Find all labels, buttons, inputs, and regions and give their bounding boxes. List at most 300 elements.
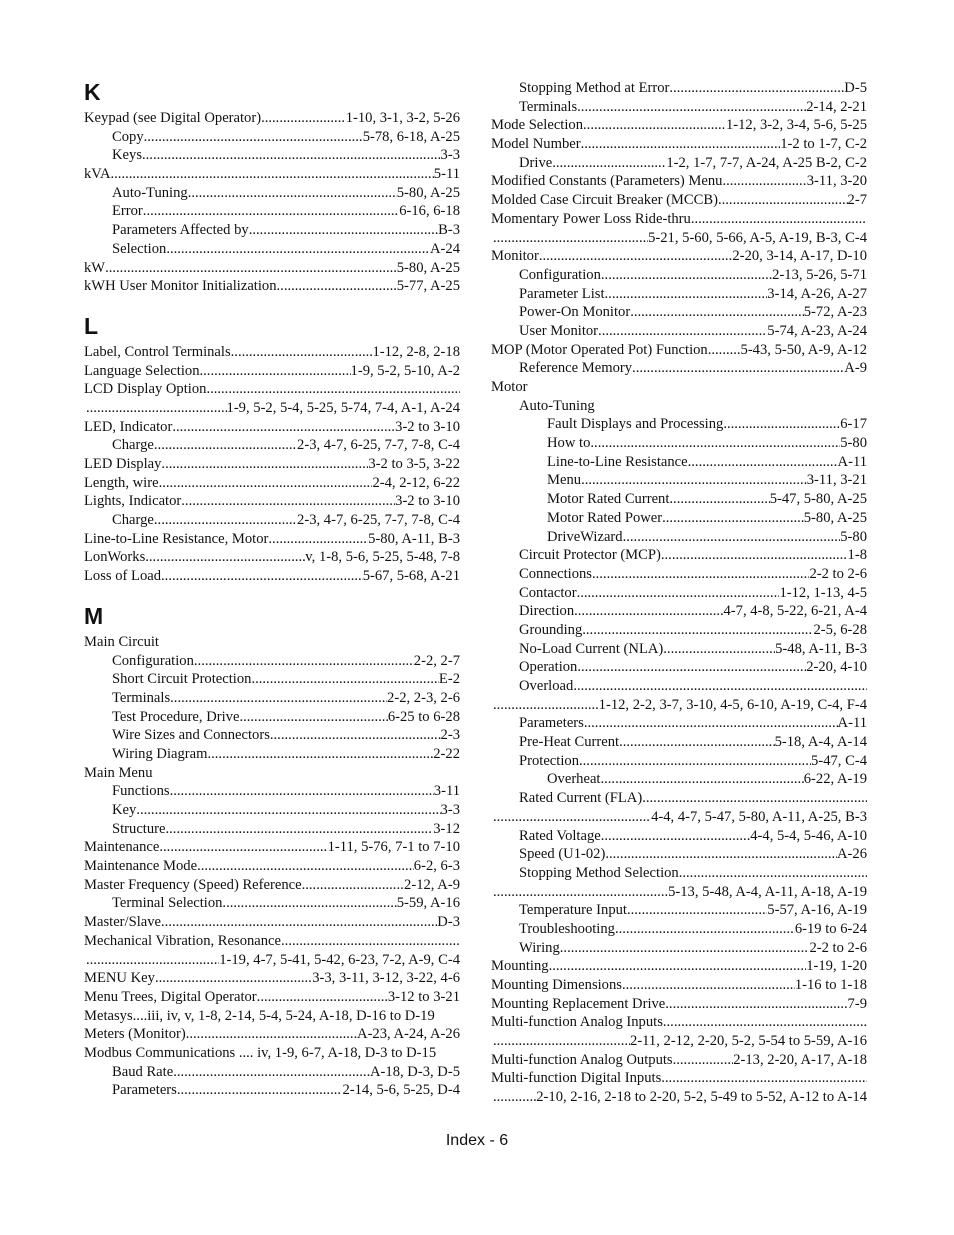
index-entry-pages: A-11 (837, 453, 867, 470)
index-entry (84, 511, 460, 530)
dot-leader (170, 782, 434, 801)
dot-leader (206, 380, 460, 399)
index-entry-term: Troubleshooting (519, 920, 615, 937)
index-entry-term: Auto-Tuning (519, 397, 595, 414)
index-entry (84, 343, 460, 362)
dot-leader (577, 98, 806, 117)
dot-leader (574, 602, 723, 621)
index-entry-pages: 2-3 (440, 727, 460, 744)
dot-leader (669, 490, 769, 509)
index-entry-pages: E-2 (438, 671, 460, 688)
index-entry (491, 1051, 867, 1070)
index-entry-term: Meters (Monitor) (84, 1026, 186, 1043)
dot-leader (154, 436, 297, 455)
index-entry (491, 752, 867, 771)
dot-leader (708, 341, 741, 360)
index-entry-term: Metasys....iii, iv, v, 1-8, 2-14, 5-4, 5-24, A-18, D-16 to D-19 (84, 1007, 435, 1024)
index-entry-term: Rated Voltage (519, 827, 601, 844)
index-entry-term: Keypad (see Digital Operator) (84, 110, 262, 126)
index-entry-term: Drive (519, 154, 553, 171)
index-entry-pages: A-24 (430, 240, 460, 257)
index-entry (84, 455, 460, 474)
index-entry (491, 79, 867, 98)
index-entry-term: Line-to-Line Resistance (547, 453, 688, 470)
index-entry-term: LonWorks (84, 549, 146, 566)
index-entry (84, 418, 460, 437)
index-entry-term: Momentary Power Loss Ride-thru (491, 210, 691, 227)
index-entry-term: Wiring (519, 939, 560, 956)
dot-leader (145, 548, 305, 567)
index-entry-term: Short Circuit Protection (112, 671, 252, 688)
index-entry-term: LED Display (84, 456, 162, 472)
index-entry (491, 266, 867, 285)
index-entry-term: Direction (519, 603, 575, 620)
section-letter-l: L (84, 312, 99, 339)
index-entry-term: Reference Memory (519, 360, 633, 377)
dot-leader (665, 995, 847, 1014)
index-entry (491, 976, 867, 995)
index-entry-pages: 1-19, 4-7, 5-41, 5-42, 6-23, 7-2, A-9, C-4 (219, 951, 460, 968)
index-entry-term: Auto-Tuning (112, 184, 188, 201)
index-entry (84, 184, 460, 203)
dot-leader (161, 567, 363, 586)
dot-leader (619, 733, 774, 752)
index-entry (491, 509, 867, 528)
index-entry-pages: 1-11, 5-76, 7-1 to 7-10 (327, 839, 460, 856)
index-entry-term: Charge (112, 437, 154, 454)
index-entry-term: No-Load Current (NLA) (519, 640, 664, 657)
dot-leader (277, 277, 397, 296)
index-entry (84, 745, 460, 764)
dot-leader (581, 471, 807, 490)
index-entry-pages: 1-12, 3-2, 3-4, 5-6, 5-25 (725, 117, 867, 134)
index-entry-pages: 6-25 to 6-28 (387, 708, 460, 725)
index-entry-pages: 1-12, 1-13, 4-5 (779, 584, 867, 601)
dot-leader (661, 546, 848, 565)
index-entry-continuation (491, 1032, 867, 1051)
index-entry-term: Master Frequency (Speed) Reference (84, 876, 302, 893)
index-entry-pages: 1-10, 3-1, 3-2, 5-26 (345, 110, 460, 126)
dot-leader (86, 399, 227, 418)
index-entry (84, 1007, 460, 1026)
index-entry (84, 969, 460, 988)
dot-leader (623, 528, 841, 547)
index-entry (84, 633, 460, 652)
index-entry (491, 471, 867, 490)
index-entry (491, 565, 867, 584)
index-entry-term: Mounting Replacement Drive (491, 995, 666, 1012)
index-entry-term: kVA (84, 166, 111, 183)
index-entry-term: Keys (112, 147, 142, 164)
index-entry-term: Mounting Dimensions (491, 977, 622, 993)
index-entry-term: Selection (112, 240, 167, 257)
index-entry-term: Master/Slave (84, 914, 162, 931)
index-entry (84, 652, 460, 671)
index-entry-term: Monitor (491, 248, 539, 265)
dot-leader (590, 434, 840, 453)
index-entry-pages: 2-4, 2-12, 6-22 (372, 474, 460, 491)
dot-leader (200, 362, 351, 381)
index-entry (84, 689, 460, 708)
index-entry-term: Line-to-Line Resistance, Motor (84, 530, 269, 547)
dot-leader (601, 827, 751, 846)
index-entry-pages: 3-11, 3-20 (806, 173, 867, 190)
dot-leader (251, 670, 438, 689)
index-entry-term: Mechanical Vibration, Resonance (84, 932, 282, 949)
dot-leader (577, 658, 806, 677)
index-entry (491, 995, 867, 1014)
index-entry-pages: 2-20, 4-10 (806, 659, 867, 676)
index-entry (84, 109, 460, 128)
index-entry-term: kWH User Monitor Initialization (84, 278, 277, 295)
dot-leader (222, 894, 396, 913)
index-entry-pages: A-11 (837, 715, 867, 732)
dot-leader (493, 696, 599, 715)
index-entry-pages: 1-9, 5-2, 5-4, 5-25, 5-74, 7-4, A-1, A-24 (226, 399, 460, 416)
index-entry (491, 359, 867, 378)
index-entry (491, 154, 867, 173)
index-entry-pages: 3-12 (433, 820, 460, 837)
index-entry-term: DriveWizard (547, 528, 623, 545)
dot-leader (627, 901, 767, 920)
section-spacer (84, 296, 460, 312)
index-entry (491, 602, 867, 621)
index-entry-term: Configuration (112, 652, 194, 669)
index-entry (491, 1013, 867, 1032)
index-entry-pages: 5-47, 5-80, A-25 (769, 491, 867, 508)
index-entry (84, 548, 460, 567)
index-entry-term: How to (547, 435, 591, 452)
dot-leader (615, 920, 795, 939)
index-entry-pages: 3-3 (440, 802, 460, 818)
index-entry (84, 128, 460, 147)
dot-leader (173, 1063, 370, 1082)
index-entry (491, 621, 867, 640)
index-entry (84, 670, 460, 689)
dot-leader (592, 565, 809, 584)
dot-leader (144, 128, 363, 147)
dot-leader (581, 135, 781, 154)
dot-leader (549, 957, 807, 976)
index-entry-pages: 1-12, 2-8, 2-18 (372, 343, 460, 360)
index-entry-pages: 3-3, 3-11, 3-12, 3-22, 4-6 (312, 970, 460, 987)
index-entry (491, 191, 867, 210)
index-entry (84, 988, 460, 1007)
index-entry-term: Motor Rated Current (547, 491, 670, 508)
index-entry (491, 285, 867, 304)
index-entry (491, 303, 867, 322)
index-entry (84, 492, 460, 511)
dot-leader (197, 857, 414, 876)
dot-leader (207, 745, 433, 764)
index-entry (491, 864, 867, 883)
index-entry (491, 845, 867, 864)
index-entry-pages: 2-14, 2-21 (806, 98, 867, 115)
index-entry-term: LCD Display Option (84, 381, 207, 398)
index-entry-pages: 1-2, 1-7, 7-7, A-24, A-25 B-2, C-2 (666, 154, 867, 171)
index-entry-term: Key (112, 802, 137, 818)
index-entry-pages: 5-47, C-4 (811, 752, 867, 769)
index-entry-pages: 5-80, A-11, B-3 (368, 530, 460, 547)
index-entry-term: Charge (112, 512, 154, 529)
index-entry (491, 640, 867, 659)
index-entry-pages: A-18, D-3, D-5 (370, 1063, 460, 1080)
index-entry-continuation (84, 951, 460, 970)
dot-leader (661, 1069, 867, 1088)
index-entry-term: LED, Indicator (84, 418, 173, 435)
index-entry-pages: 5-72, A-23 (803, 304, 867, 321)
index-entry-pages: 2-14, 5-6, 5-25, D-4 (342, 1082, 460, 1099)
index-entry (84, 857, 460, 876)
index-entry-pages: 2-13, 5-26, 5-71 (772, 266, 867, 283)
dot-leader (691, 210, 867, 229)
index-entry (491, 714, 867, 733)
index-entry (491, 322, 867, 341)
dot-leader (166, 820, 434, 839)
index-entry-continuation (491, 229, 867, 248)
index-entry-term: Terminals (519, 98, 578, 115)
index-entry-term: Menu Trees, Digital Operator (84, 988, 257, 1005)
index-entry (84, 1025, 460, 1044)
dot-leader (642, 789, 867, 808)
index-entry-pages: A-26 (837, 846, 867, 863)
index-entry (84, 876, 460, 895)
index-entry-pages: 2-22 (433, 745, 460, 762)
dot-leader (161, 455, 368, 474)
index-entry-term: Model Number (491, 136, 581, 153)
index-entry (84, 801, 460, 820)
index-entry-pages: 2-5, 6-28 (813, 621, 867, 638)
index-entry-term: Motor (491, 379, 528, 395)
index-entry-term: Copy (112, 128, 144, 145)
index-entry-continuation (491, 1088, 867, 1107)
dot-leader (663, 640, 775, 659)
index-entry (84, 838, 460, 857)
dot-leader (186, 1025, 357, 1044)
dot-leader (105, 259, 397, 278)
index-entry (491, 116, 867, 135)
index-entry-pages: 6-16, 6-18 (399, 203, 460, 220)
index-entry-pages: 3-2 to 3-5, 3-22 (368, 456, 460, 472)
index-entry-pages: 5-80, A-25 (803, 509, 867, 526)
index-entry-pages: 5-59, A-16 (396, 895, 460, 912)
dot-leader (493, 808, 651, 827)
section-letter-k: K (84, 79, 101, 105)
dot-leader (159, 474, 373, 493)
index-entry-pages: A-23, A-24, A-26 (357, 1026, 460, 1043)
index-entry (491, 920, 867, 939)
index-entry-pages: 4-7, 4-8, 5-22, 6-21, A-4 (723, 603, 867, 620)
index-entry-continuation (491, 696, 867, 715)
index-entry-term: Temperature Input (519, 902, 627, 919)
dot-leader (493, 883, 668, 902)
dot-leader (605, 845, 837, 864)
index-entry-term: Length, wire (84, 474, 159, 491)
index-entry-term: Terminals (112, 689, 171, 706)
dot-leader (560, 939, 810, 958)
index-entry (84, 782, 460, 801)
index-entry-pages: 2-12, A-9 (404, 876, 460, 893)
dot-leader (239, 708, 387, 727)
index-entry-term: Test Procedure, Drive (112, 708, 240, 725)
index-entry-pages: 2-10, 2-16, 2-18 to 2-20, 5-2, 5-49 to 5-52, A-12 to A-14 (536, 1089, 867, 1106)
index-entry-term: Modbus Communications .... iv, 1-9, 6-7, A-18, D-3 to D-15 (84, 1044, 437, 1061)
dot-leader (111, 165, 434, 184)
dot-leader (281, 932, 460, 951)
index-entry-term: Fault Displays and Processing (547, 416, 724, 433)
index-entry-term: Multi-function Digital Inputs (491, 1070, 662, 1087)
index-entry-pages: 5-57, A-16, A-19 (767, 902, 867, 919)
index-entry-pages: 5-77, A-25 (396, 278, 460, 295)
index-entry-pages: D-3 (437, 914, 460, 931)
index-entry-term: Main Menu (84, 764, 153, 781)
index-entry-term: Grounding (519, 621, 583, 638)
index-entry-pages: D-5 (844, 80, 867, 96)
index-entry-term: Parameter List (519, 285, 605, 302)
index-entry (84, 913, 460, 932)
dot-leader (598, 322, 767, 341)
index-entry (84, 1063, 460, 1082)
index-entry-term: Error (112, 203, 143, 220)
index-entry (491, 677, 867, 696)
index-column-left (84, 78, 460, 1100)
dot-leader (136, 801, 440, 820)
index-entry-pages: 5-11 (433, 166, 460, 183)
index-entry-pages: 6-17 (840, 416, 867, 433)
index-entry (84, 820, 460, 839)
page-footer: Index - 6 (445, 1132, 509, 1149)
index-entry-term: Rated Current (FLA) (519, 790, 643, 807)
dot-leader (600, 770, 803, 789)
dot-leader (579, 752, 811, 771)
index-entry-term: Multi-function Analog Inputs (491, 1014, 663, 1031)
index-entry (84, 1044, 460, 1063)
index-entry (491, 490, 867, 509)
index-entry-term: Wire Sizes and Connectors (112, 727, 270, 744)
index-entry-pages: 6-22, A-19 (803, 771, 867, 788)
dot-leader (261, 109, 346, 128)
index-entry (84, 362, 460, 381)
index-entry-term: Wiring Diagram (112, 745, 208, 762)
index-entry (491, 733, 867, 752)
index-column-right (491, 79, 867, 1107)
dot-leader (86, 951, 219, 970)
dot-leader (159, 838, 327, 857)
index-entry-pages: 5-80 (840, 528, 867, 545)
index-entry-pages: 5-21, 5-60, 5-66, A-5, A-19, B-3, C-4 (648, 229, 867, 246)
dot-leader (601, 266, 772, 285)
index-entry-pages: 5-78, 6-18, A-25 (362, 128, 460, 145)
index-entry-term: Stopping Method Selection (519, 864, 679, 881)
index-entry-pages: 3-2 to 3-10 (395, 493, 460, 510)
index-entry-pages: 7-9 (847, 995, 867, 1012)
index-entry-term: Language Selection (84, 362, 200, 379)
index-entry-term: Structure (112, 820, 166, 837)
index-entry (491, 789, 867, 808)
index-entry (491, 135, 867, 154)
index-entry-pages: 3-2 to 3-10 (395, 418, 460, 435)
dot-leader (573, 677, 867, 696)
index-entry (84, 380, 460, 399)
index-entry (84, 240, 460, 259)
index-entry (84, 726, 460, 745)
index-entry (84, 764, 460, 783)
dot-leader (493, 229, 648, 248)
dot-leader (688, 453, 838, 472)
index-entry (491, 172, 867, 191)
index-entry (491, 415, 867, 434)
dot-leader (493, 1032, 630, 1051)
index-entry-pages: 5-18, A-4, A-14 (774, 734, 867, 751)
index-entry (84, 474, 460, 493)
index-entry-pages: 1-2 to 1-7, C-2 (780, 136, 867, 153)
index-entry-pages: 3-11 (433, 783, 460, 800)
index-entry-term: Protection (519, 752, 579, 769)
index-entry-term: Parameters (112, 1082, 177, 1099)
dot-leader (142, 146, 441, 165)
index-entry-pages: 5-13, 5-48, A-4, A-11, A-18, A-19 (668, 883, 867, 900)
dot-leader (143, 202, 399, 221)
dot-leader (172, 418, 395, 437)
dot-leader (181, 492, 395, 511)
index-entry-term: Overheat (547, 771, 601, 788)
dot-leader (539, 247, 733, 266)
dot-leader (577, 584, 780, 603)
index-entry (491, 546, 867, 565)
index-entry (491, 1069, 867, 1088)
dot-leader (170, 689, 387, 708)
index-entry-term: Maintenance Mode (84, 858, 198, 875)
dot-leader (583, 116, 726, 135)
section-spacer (84, 586, 460, 602)
dot-leader (154, 511, 297, 530)
index-entry (84, 436, 460, 455)
index-entry-term: Maintenance (84, 839, 160, 856)
dot-leader (679, 864, 867, 883)
index-entry-term: User Monitor (519, 322, 599, 339)
section-letter-m: M (84, 602, 104, 629)
index-entry-pages: 2-2 to 2-6 (809, 565, 867, 582)
index-entry-pages: 5-80 (840, 435, 867, 452)
index-entry-term: Loss of Load (84, 568, 162, 585)
index-entry-term: Circuit Protector (MCP) (519, 547, 661, 564)
index-entry-term: Mounting (491, 958, 549, 975)
index-entry-pages: 2-3, 4-7, 6-25, 7-7, 7-8, C-4 (297, 437, 460, 454)
index-entry (84, 567, 460, 586)
index-entry-term: MENU Key (84, 970, 155, 987)
index-entry-term: Terminal Selection (112, 895, 223, 912)
dot-leader (166, 240, 430, 259)
dot-leader (718, 191, 848, 210)
dot-leader (231, 343, 373, 362)
index-entry-pages: 2-2 to 2-6 (809, 939, 867, 956)
index-entry-pages: 3-14, A-26, A-27 (767, 285, 867, 302)
dot-leader (632, 359, 844, 378)
index-entry-term: Multi-function Analog Outputs (491, 1051, 673, 1068)
dot-leader (188, 184, 397, 203)
index-entry (84, 894, 460, 913)
index-entry-pages: 3-3 (440, 147, 460, 164)
index-entry-continuation (491, 808, 867, 827)
index-entry (84, 165, 460, 184)
index-entry (491, 584, 867, 603)
index-entry (491, 378, 867, 397)
index-entry-pages: 3-11, 3-21 (806, 472, 867, 489)
dot-leader (270, 726, 441, 745)
index-entry (491, 770, 867, 789)
index-entry-term: kW (84, 259, 106, 276)
index-entry (84, 146, 460, 165)
